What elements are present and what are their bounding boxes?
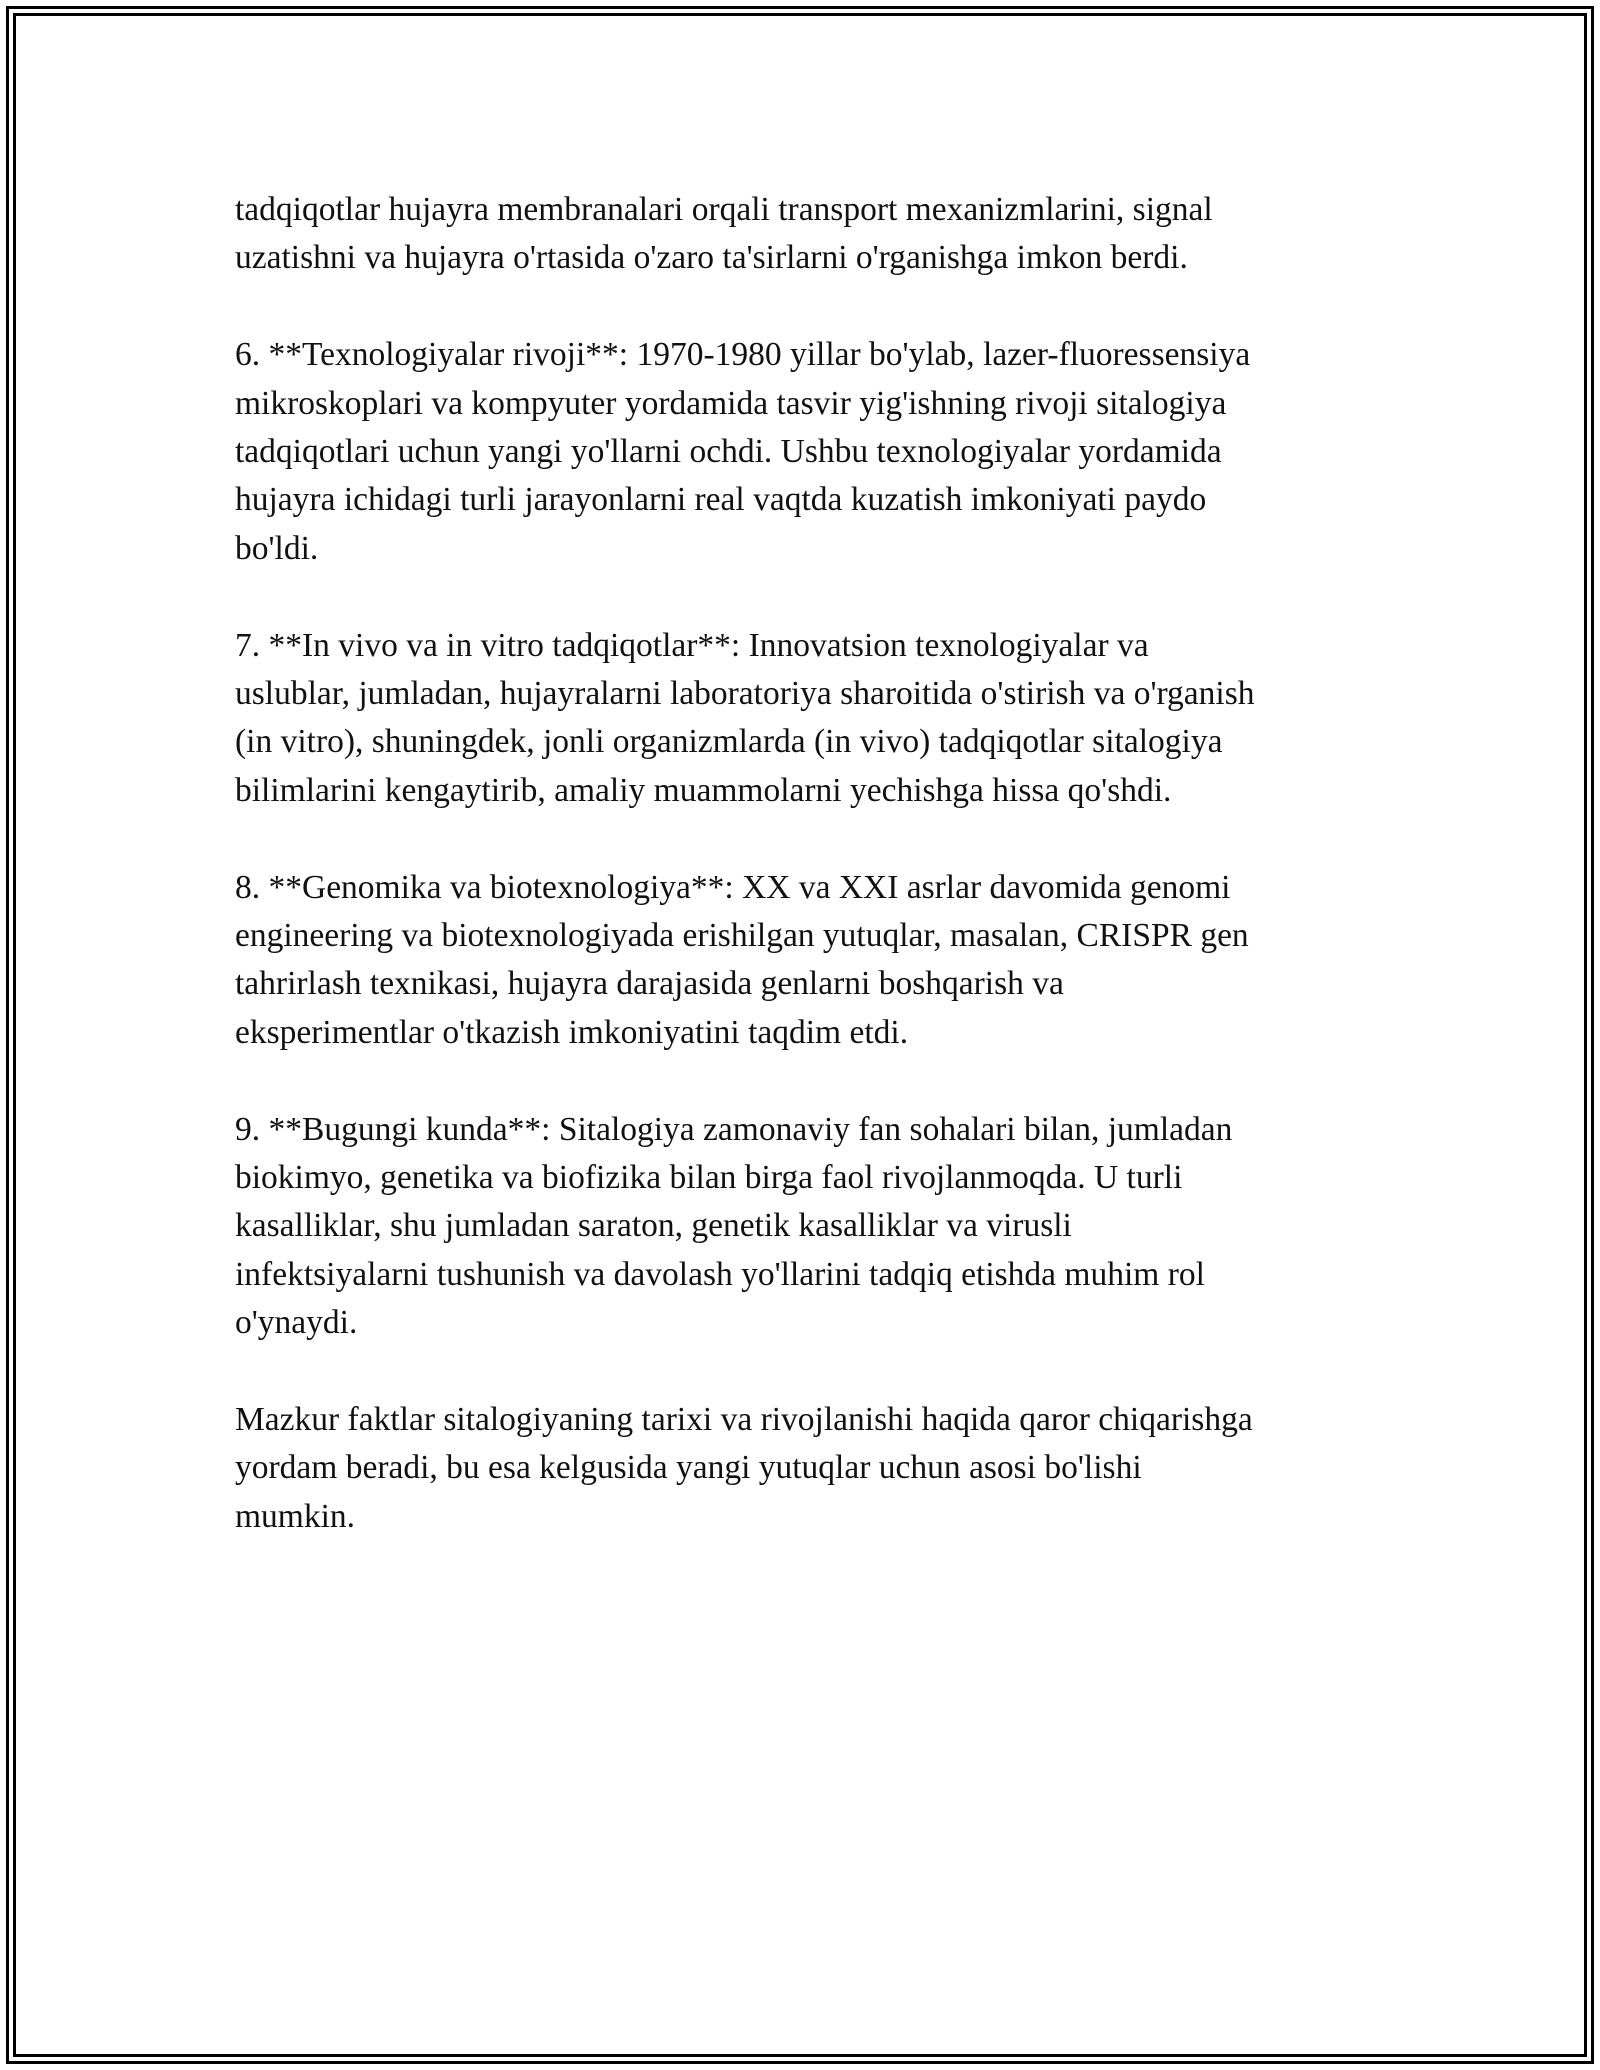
paragraph-continuation (235, 186, 1375, 283)
text-line: 9. **Bugungi kunda**: Sitalogiya zamonaviy fan sohalari bilan, jumladan (235, 1110, 1233, 1148)
text-line: tahrirlash texnikasi, hujayra darajasida genlarni boshqarish va (235, 965, 1064, 1003)
text-line: mikroskoplari va kompyuter yordamida tasvir yig'ishning rivoji sitalogiya (235, 384, 1227, 422)
text-line: tadqiqotlari uchun yangi yo'llarni ochdi. Ushbu texnologiyalar yordamida (235, 433, 1222, 471)
text-line: tadqiqotlar hujayra membranalari orqali transport mexanizmlarini, signal (235, 191, 1213, 228)
text-line: infektsiyalarni tushunish va davolash yo'llarini tadqiq etishda muhim rol (235, 1255, 1205, 1293)
text-line: yordam beradi, bu esa kelgusida yangi yutuqlar uchun asosi bo'lishi (235, 1449, 1142, 1487)
paragraph-item-9 (235, 1106, 1375, 1348)
text-line: engineering va biotexnologiyada erishilgan yutuqlar, masalan, CRISPR gen (235, 917, 1249, 955)
text-line: Mazkur faktlar sitalogiyaning tarixi va rivojlanishi haqida qaror chiqarishga (235, 1401, 1253, 1439)
paragraph-conclusion (235, 1396, 1375, 1541)
text-line: bilimlarini kengaytirib, amaliy muammolarni yechishga hissa qo'shdi. (235, 771, 1172, 809)
text-line: kasalliklar, shu jumladan saraton, genetik kasalliklar va virusli (235, 1207, 1072, 1245)
text-line: 8. **Genomika va biotexnologiya**: XX va XXI asrlar davomida genomi (235, 868, 1231, 906)
text-line: (in vitro), shuningdek, jonli organizmlarda (in vivo) tadqiqotlar sitalogiya (235, 723, 1223, 761)
text-line: biokimyo, genetika va biofizika bilan birga faol rivojlanmoqda. U turli (235, 1159, 1183, 1197)
paragraph-item-7 (235, 622, 1375, 816)
text-line: o'ynaydi. (235, 1304, 358, 1342)
paragraph-item-6 (235, 331, 1375, 573)
text-line: uzatishni va hujayra o'rtasida o'zaro ta'sirlarni o'rganishga imkon berdi. (235, 239, 1188, 277)
text-line: 7. **In vivo va in vitro tadqiqotlar**: Innovatsion texnologiyalar va (235, 626, 1149, 664)
text-line: mumkin. (235, 1497, 356, 1535)
text-line: bo'ldi. (235, 529, 319, 567)
document-body (235, 186, 1375, 1541)
text-line: eksperimentlar o'tkazish imkoniyatini taqdim etdi. (235, 1013, 909, 1051)
text-line: hujayra ichidagi turli jarayonlarni real vaqtda kuzatish imkoniyati paydo (235, 481, 1207, 519)
text-line: uslublar, jumladan, hujayralarni laboratoriya sharoitida o'stirish va o'rganish (235, 675, 1255, 713)
text-line: 6. **Texnologiyalar rivoji**: 1970-1980 yillar bo'ylab, lazer-fluoressensiya (235, 336, 1251, 374)
paragraph-item-8 (235, 864, 1375, 1058)
